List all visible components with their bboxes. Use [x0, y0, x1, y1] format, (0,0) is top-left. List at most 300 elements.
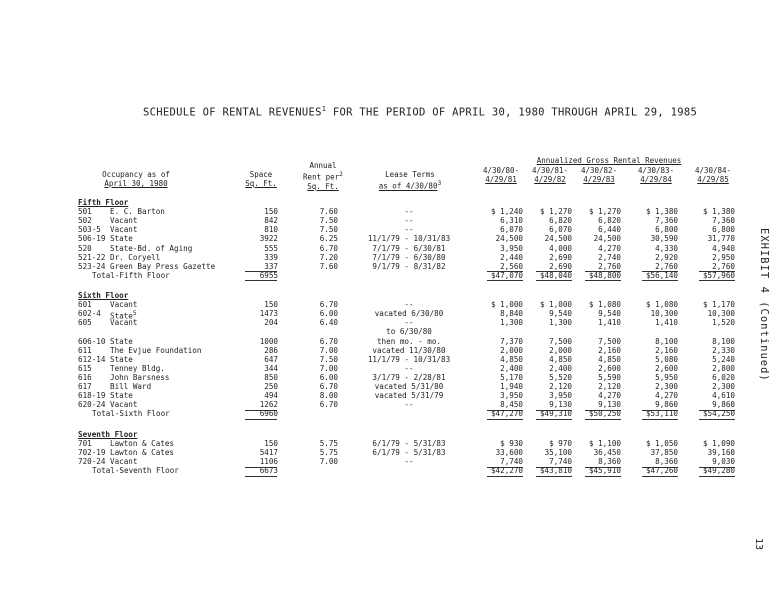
rent-per-sqft: 7.00	[319, 363, 338, 373]
section-heading: Fifth Floor	[78, 198, 129, 207]
lease-term: then mo. - mo.	[376, 336, 441, 346]
period-header	[526, 166, 574, 184]
revenue-value: 1,300	[500, 318, 523, 328]
gross-revenues-header: Annualized Gross Rental Revenues	[536, 156, 682, 165]
revenue-value: $ 970	[549, 439, 572, 449]
period-end: 4/29/84	[640, 175, 672, 184]
revenue-value: 6,020	[712, 372, 735, 382]
revenue-value: 31,770	[707, 234, 735, 244]
space-sqft: 1262	[259, 400, 278, 410]
occupant-name	[110, 216, 137, 225]
occupant-text: Vacant	[110, 457, 138, 467]
revenue-value: 6,820	[549, 216, 572, 226]
revenue-value: 24,500	[593, 234, 621, 244]
floor-total-value: $49,310	[539, 409, 572, 419]
revenue-value: 1,410	[598, 318, 621, 328]
revenue-value: $ 1,270	[588, 207, 621, 217]
rule-line	[699, 476, 735, 477]
rule-line	[699, 419, 735, 420]
occupant-text: Lawton & Cates	[110, 439, 175, 449]
occupant-name	[110, 253, 160, 262]
floor-total-value: $50,250	[588, 409, 621, 419]
revenue-value: 6,070	[549, 225, 572, 235]
rule-line	[536, 419, 572, 420]
lease-terms-header	[368, 170, 452, 191]
revenue-value: 39,160	[707, 448, 735, 458]
floor-total-space: 6673	[259, 466, 278, 476]
lease-term: 6/1/79 - 5/31/83	[372, 448, 446, 458]
floor-total-space: 6960	[259, 409, 278, 419]
revenue-value: 4,850	[500, 354, 523, 364]
unit-number: 523-24	[78, 261, 106, 271]
unit-number: 520	[78, 243, 92, 253]
unit-number: 506-19	[78, 234, 106, 244]
lease-term: 7/1/79 - 6/30/80	[372, 252, 446, 262]
revenue-value: 6,800	[712, 225, 735, 235]
rent-per-sqft: 6.00	[319, 372, 338, 382]
revenue-value: 35,100	[544, 448, 572, 458]
rent-per-sqft: 6.70	[319, 400, 338, 410]
unit-number: 612-14	[78, 354, 106, 364]
revenue-value: 2,400	[549, 363, 572, 373]
occupant-name	[110, 262, 215, 271]
lease-term: --	[404, 300, 414, 310]
occupant-name	[110, 391, 133, 400]
floor-total-value: $47,270	[490, 409, 523, 419]
occupant-name	[110, 300, 137, 309]
rent-per-sqft: 7.50	[319, 354, 338, 364]
space-sqft: 647	[264, 354, 278, 364]
revenue-value: 33,600	[495, 448, 523, 458]
revenue-value: 9,030	[712, 457, 735, 467]
rule-line	[487, 476, 523, 477]
space-sqft: 150	[264, 207, 278, 217]
rent-per-sqft: 6.40	[319, 318, 338, 328]
space-header-line1: Space	[249, 170, 273, 179]
space-header	[245, 170, 277, 188]
lease-term: 7/1/79 - 6/30/81	[372, 243, 446, 253]
rule-line	[699, 280, 735, 281]
revenue-value: 9,540	[549, 309, 572, 319]
revenue-value: 9,540	[598, 309, 621, 319]
floor-total-value: $56,140	[645, 270, 678, 280]
occupant-name	[110, 337, 133, 346]
floor-total-value: $54,250	[702, 409, 735, 419]
revenue-value: 2,740	[598, 252, 621, 262]
floor-total-value: $47,070	[490, 270, 523, 280]
revenue-value: 5,170	[500, 372, 523, 382]
section-heading: Seventh Floor	[78, 430, 138, 439]
lease-term: 11/1/79 - 10/31/83	[367, 234, 451, 244]
rule-line	[642, 280, 678, 281]
occupancy-header	[96, 170, 176, 188]
unit-number: 611	[78, 345, 92, 355]
rent-per-sqft: 8.00	[319, 391, 338, 401]
rent-per-sqft: 6.70	[319, 243, 338, 253]
revenue-value: 30,590	[650, 234, 678, 244]
occupancy-header-line2: April 30, 1980	[104, 179, 168, 188]
occupant-text: Tenney Bldg.	[110, 363, 165, 373]
rule-line	[245, 280, 277, 281]
revenue-value: 6,440	[598, 225, 621, 235]
revenue-value: 4,330	[655, 243, 678, 253]
revenue-value: 4,940	[712, 243, 735, 253]
revenue-value: 5,950	[655, 372, 678, 382]
revenue-value: 2,560	[500, 261, 523, 271]
revenue-value: 9,860	[655, 400, 678, 410]
revenue-value: 2,600	[598, 363, 621, 373]
revenue-value: 2,760	[598, 261, 621, 271]
revenue-value: 7,500	[549, 336, 572, 346]
rent-per-sqft: 5.75	[319, 439, 338, 449]
period-start: 4/30/81-	[531, 166, 569, 175]
space-sqft: 842	[264, 216, 278, 226]
revenue-value: 2,300	[655, 382, 678, 391]
lease-term: --	[404, 318, 414, 328]
period-start: 4/30/84-	[694, 166, 732, 175]
lease-footnote-mark: 3	[437, 180, 442, 187]
lease-term: vacated 6/30/80	[374, 309, 444, 319]
occupant-text: Green Bay Press Gazette	[110, 261, 216, 271]
occupancy-header-line1: Occupancy as of	[102, 170, 170, 179]
occupant-text: State	[110, 336, 133, 346]
revenue-value: 8,100	[712, 336, 735, 346]
revenue-value: 6,070	[500, 225, 523, 235]
revenue-value: 7,360	[712, 216, 735, 226]
rent-per-sqft: 6.70	[319, 300, 338, 310]
revenue-value: 37,850	[650, 448, 678, 458]
unit-number: 606-10	[78, 336, 106, 346]
revenue-value: 4,850	[549, 354, 572, 364]
unit-number: 620-24	[78, 400, 106, 410]
revenue-value: 1,410	[655, 318, 678, 328]
title-footnote-mark: 1	[321, 105, 327, 113]
revenue-value: 10,300	[707, 309, 735, 319]
revenue-value: 7,740	[500, 457, 523, 467]
occupant-footnote-mark: 5	[132, 310, 137, 318]
revenue-value: 2,000	[549, 345, 572, 355]
revenue-value: $ 1,240	[490, 207, 523, 217]
revenue-value: $ 1,000	[539, 300, 572, 310]
floor-total-value: $43,810	[539, 466, 572, 476]
revenue-value: 4,000	[549, 243, 572, 253]
rule-line	[585, 419, 621, 420]
unit-number: 618-19	[78, 391, 106, 401]
lease-term: --	[404, 457, 414, 467]
occupant-name	[110, 382, 151, 391]
space-sqft: 1473	[259, 309, 278, 319]
rule-line	[585, 476, 621, 477]
space-sqft: 286	[264, 345, 278, 355]
revenue-value: 9,130	[598, 400, 621, 410]
floor-total-value: $49,280	[702, 466, 735, 476]
rent-per-sqft: 7.50	[319, 216, 338, 226]
occupant-name	[110, 234, 133, 243]
revenue-value: 9,130	[549, 400, 572, 410]
title-main: SCHEDULE OF RENTAL REVENUES	[143, 106, 322, 119]
revenue-value: 6,310	[500, 216, 523, 226]
space-sqft: 1106	[259, 457, 278, 467]
unit-number: 702-19	[78, 448, 106, 458]
revenue-value: 2,760	[655, 261, 678, 271]
unit-number: 616	[78, 372, 92, 382]
revenue-value: 4,270	[655, 391, 678, 401]
rule-line	[536, 280, 572, 281]
revenue-value: 2,160	[655, 345, 678, 355]
revenue-value: 6,800	[655, 225, 678, 235]
revenue-value: 2,690	[549, 252, 572, 262]
lease-term: vacated 11/30/80	[372, 345, 446, 355]
title-period: FOR THE PERIOD OF APRIL 30, 1980 THROUGH APRIL 29, 1985	[326, 106, 698, 119]
occupant-name	[110, 207, 165, 216]
floor-total-value: $48,800	[588, 270, 621, 280]
revenue-value: $ 1,170	[702, 300, 735, 310]
rent-per-sqft: 6.70	[319, 382, 338, 391]
occupant-name	[110, 457, 137, 466]
occupant-text: Lawton & Cates	[110, 448, 175, 458]
unit-number: 521-22	[78, 252, 106, 262]
exhibit-label: EXHIBIT 4 (Continued)	[758, 228, 770, 382]
revenue-value: 1,520	[712, 318, 735, 328]
rent-per-sqft: 7.50	[319, 225, 338, 235]
revenue-value: 24,500	[544, 234, 572, 244]
revenue-value: $ 1,080	[588, 300, 621, 310]
lease-term: --	[404, 225, 414, 235]
revenue-value: 5,590	[598, 372, 621, 382]
space-sqft: 3922	[259, 234, 278, 244]
period-header	[575, 166, 623, 184]
space-header-line2: Sq. Ft.	[245, 179, 277, 188]
occupant-name	[110, 225, 137, 234]
period-header	[477, 166, 525, 184]
rent-per-sqft: 7.60	[319, 207, 338, 217]
rule-line	[487, 419, 523, 420]
lease-header-line2: as of 4/30/80	[378, 181, 438, 191]
revenue-value: 8,360	[598, 457, 621, 467]
lease-term: 6/1/79 - 5/31/83	[372, 439, 446, 449]
revenue-value: 2,120	[598, 382, 621, 391]
unit-number: 617	[78, 382, 92, 391]
rule-line	[585, 280, 621, 281]
space-sqft: 850	[264, 372, 278, 382]
period-end: 4/29/82	[534, 175, 566, 184]
revenue-value: $ 1,000	[490, 300, 523, 310]
space-sqft: 339	[264, 252, 278, 262]
occupant-name	[110, 448, 174, 457]
occupant-text: Bill Ward	[110, 382, 152, 391]
revenue-value: 3,950	[500, 391, 523, 401]
lease-term: --	[404, 400, 414, 410]
revenue-value: 2,600	[655, 363, 678, 373]
occupant-name	[110, 244, 192, 253]
period-end: 4/29/83	[583, 175, 615, 184]
space-sqft: 250	[264, 382, 278, 391]
period-end: 4/29/81	[485, 175, 517, 184]
period-start: 4/30/82-	[580, 166, 618, 175]
revenue-value: 4,850	[598, 354, 621, 364]
revenue-value: 3,950	[500, 243, 523, 253]
revenue-value: 5,240	[712, 354, 735, 364]
occupant-text: State-Bd. of Aging	[110, 243, 193, 253]
revenue-value: 4,610	[712, 391, 735, 401]
occupant-name	[110, 400, 137, 409]
floor-total-value: $42,270	[490, 466, 523, 476]
rent-per-sqft: 7.00	[319, 457, 338, 467]
rule-line	[536, 476, 572, 477]
occupant-text: State	[110, 234, 133, 244]
lease-term: 9/1/79 - 8/31/82	[372, 261, 446, 271]
rent-per-sqft: 7.20	[319, 252, 338, 262]
annual-header-line1: Annual	[309, 161, 337, 170]
rent-per-sqft: 7.00	[319, 345, 338, 355]
revenue-value: 7,500	[598, 336, 621, 346]
occupant-name	[110, 373, 169, 382]
revenue-value: 2,400	[500, 363, 523, 373]
occupant-text: Vacant	[110, 318, 138, 328]
space-sqft: 150	[264, 300, 278, 310]
revenue-value: 24,500	[495, 234, 523, 244]
period-start: 4/30/83-	[637, 166, 675, 175]
annual-header-line2: Rent per	[303, 172, 340, 182]
floor-total-label: Total-Sixth Floor	[92, 409, 170, 419]
revenue-value: $ 1,050	[645, 439, 678, 449]
revenue-value: 6,820	[598, 216, 621, 226]
unit-number: 502	[78, 216, 92, 226]
occupant-text: John Barsness	[110, 372, 170, 382]
lease-term: --	[404, 207, 414, 217]
space-sqft: 344	[264, 363, 278, 373]
lease-term: vacated 5/31/80	[374, 382, 444, 391]
unit-number: 602-4	[78, 309, 101, 319]
lease-term: vacated 5/31/79	[374, 391, 444, 401]
space-sqft: 204	[264, 318, 278, 328]
revenue-value: 36,450	[593, 448, 621, 458]
occupant-text: State	[110, 354, 133, 364]
rent-per-sqft: 6.70	[319, 336, 338, 346]
rent-per-sqft: 5.75	[319, 448, 338, 458]
occupant-text: Vacant	[110, 400, 138, 410]
space-sqft: 150	[264, 439, 278, 449]
revenue-value: 1,300	[549, 318, 572, 328]
occupant-name	[110, 318, 137, 327]
revenue-value: 8,360	[655, 457, 678, 467]
unit-number: 503-5	[78, 225, 101, 235]
revenue-value: 2,690	[549, 261, 572, 271]
lease-term: to 6/30/80	[386, 327, 432, 337]
revenue-value: 7,360	[655, 216, 678, 226]
revenue-value: 2,800	[712, 363, 735, 373]
floor-total-space: 6955	[259, 270, 278, 280]
unit-number: 701	[78, 439, 92, 449]
floor-total-label: Total-Fifth Floor	[92, 270, 170, 280]
revenue-value: 2,920	[655, 252, 678, 262]
rent-per-sqft: 6.00	[319, 309, 338, 319]
revenue-value: 2,120	[549, 382, 572, 391]
revenue-value: 4,270	[598, 243, 621, 253]
period-start: 4/30/80-	[482, 166, 520, 175]
revenue-value: 9,860	[712, 400, 735, 410]
annual-footnote-mark: 2	[339, 171, 343, 178]
revenue-value: 2,160	[598, 345, 621, 355]
space-sqft: 5417	[259, 448, 278, 458]
floor-total-value: $48,040	[539, 270, 572, 280]
revenue-value: $ 1,080	[645, 300, 678, 310]
revenue-value: 2,440	[500, 252, 523, 262]
revenue-value: 2,000	[500, 345, 523, 355]
space-sqft: 494	[264, 391, 278, 401]
revenue-value: 2,300	[712, 382, 735, 391]
period-header	[632, 166, 680, 184]
space-sqft: 810	[264, 225, 278, 235]
revenue-value: 2,330	[712, 345, 735, 355]
revenue-value: 10,300	[650, 309, 678, 319]
page-title	[143, 105, 697, 119]
rent-per-sqft: 7.60	[319, 261, 338, 271]
unit-number: 615	[78, 363, 92, 373]
lease-term: 3/1/79 - 2/28/81	[372, 372, 446, 382]
revenue-value: $ 1,100	[588, 439, 621, 449]
annual-header-line3: Sq. Ft.	[307, 181, 339, 191]
floor-total-value: $57,960	[702, 270, 735, 280]
revenue-value: 2,760	[712, 261, 735, 271]
revenue-value: 7,740	[549, 457, 572, 467]
rent-per-sqft: 6.25	[319, 234, 338, 244]
rule-line	[245, 476, 277, 477]
revenue-value: 8,840	[500, 309, 523, 319]
space-sqft: 337	[264, 261, 278, 271]
revenue-value: 8,450	[500, 400, 523, 410]
revenue-value: 1,940	[500, 382, 523, 391]
occupant-text: State	[110, 391, 133, 401]
floor-total-value: $53,110	[645, 409, 678, 419]
unit-number: 720-24	[78, 457, 106, 467]
occupant-name	[110, 346, 201, 355]
space-sqft: 1000	[259, 336, 278, 346]
occupant-text: Vacant	[110, 216, 138, 226]
rule-line	[642, 419, 678, 420]
lease-header-line1: Lease Terms	[385, 170, 435, 179]
annual-rent-header	[300, 161, 346, 191]
unit-number: 501	[78, 207, 92, 217]
revenue-value: 5,520	[549, 372, 572, 382]
revenue-value: $ 930	[500, 439, 523, 449]
occupant-name	[110, 364, 165, 373]
revenue-value: 4,270	[598, 391, 621, 401]
revenue-value: $ 1,380	[645, 207, 678, 217]
occupant-text: Vacant	[110, 225, 138, 235]
occupant-text: Dr. Coryell	[110, 252, 161, 262]
rule-line	[245, 419, 277, 420]
period-header	[689, 166, 737, 184]
revenue-value: $ 1,090	[702, 439, 735, 449]
lease-term: 11/1/79 - 10/31/83	[367, 354, 451, 364]
revenue-value: 8,100	[655, 336, 678, 346]
floor-total-label: Total-Seventh Floor	[92, 466, 179, 476]
rule-line	[487, 280, 523, 281]
occupant-text: E. C. Barton	[110, 207, 165, 217]
lease-term: --	[404, 363, 414, 373]
occupant-text: State	[110, 311, 133, 321]
unit-number: 601	[78, 300, 92, 310]
floor-total-value: $47,260	[645, 466, 678, 476]
floor-total-value: $45,910	[588, 466, 621, 476]
revenue-value: 3,950	[549, 391, 572, 401]
revenue-value: 5,080	[655, 354, 678, 364]
occupant-text: Vacant	[110, 300, 138, 310]
occupant-name	[110, 439, 174, 448]
unit-number: 605	[78, 318, 92, 328]
revenue-value: 2,950	[712, 252, 735, 262]
